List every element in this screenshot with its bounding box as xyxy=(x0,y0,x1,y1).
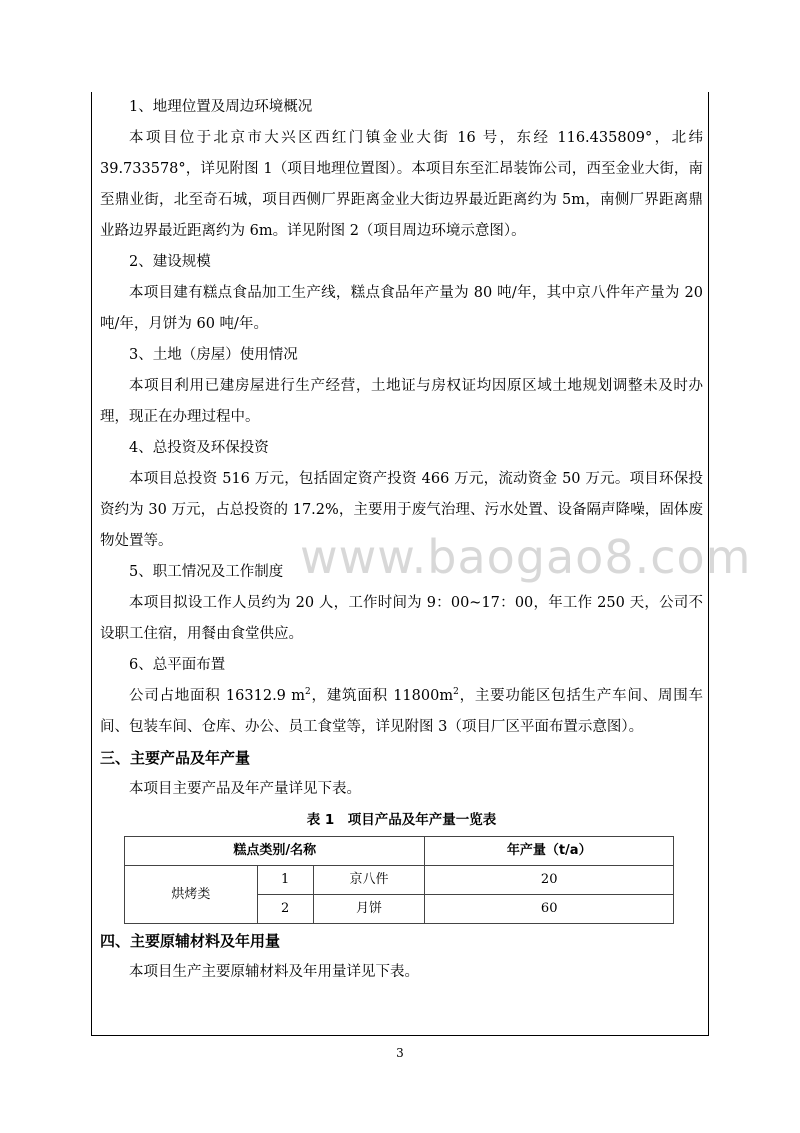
cell-no: 1 xyxy=(257,866,313,895)
header-output: 年产量（t/a） xyxy=(425,837,674,866)
cell-group: 烘烤类 xyxy=(125,866,258,924)
section-title-scale: 2、建设规模 xyxy=(129,254,211,270)
cell-name: 京八件 xyxy=(313,866,425,895)
layout-text-post: ，主要功能区包括生产车间、周围车间、包装车间、仓库、办公、员工食堂等，详见附图 3（项目厂区平面布置示意图）。 xyxy=(100,688,703,735)
table-caption: 表 1 项目产品及年产量一览表 xyxy=(306,812,497,828)
heading-materials: 四、主要原辅材料及年用量 xyxy=(100,932,281,950)
layout-text-mid: ，建筑面积 11800m xyxy=(310,688,454,704)
section-title-layout: 6、总平面布置 xyxy=(129,657,226,673)
table-header-row xyxy=(125,837,674,866)
section-body-investment: 本项目总投资 516 万元，包括固定资产投资 466 万元，流动资金 50 万元。项目环保投资约为 30 万元，占总投资的 17.2%，主要用于废气治理、污水处置、设备隔声降噪，固体废物处置等。 xyxy=(100,471,703,549)
section-body-land: 本项目利用已建房屋进行生产经营，土地证与房权证均因原区域土地规划调整未及时办理，现正在办理过程中。 xyxy=(100,378,703,425)
superscript: 2 xyxy=(305,687,311,698)
cell-output: 60 xyxy=(425,895,674,924)
section-body-layout xyxy=(100,681,703,743)
watermark: www.baogao8.com xyxy=(300,530,752,584)
products-intro: 本项目主要产品及年产量详见下表。 xyxy=(129,781,361,797)
section-title-investment: 4、总投资及环保投资 xyxy=(129,440,269,456)
materials-intro: 本项目生产主要原辅材料及年用量详见下表。 xyxy=(129,964,419,980)
header-category: 糕点类别/名称 xyxy=(125,837,425,866)
section-title-land: 3、土地（房屋）使用情况 xyxy=(129,347,298,363)
section-title-staff: 5、职工情况及工作制度 xyxy=(129,564,284,580)
section-title-location: 1、地理位置及周边环境概况 xyxy=(129,99,313,115)
cell-name: 月饼 xyxy=(313,895,425,924)
table-row xyxy=(125,866,674,895)
products-table xyxy=(124,836,674,924)
superscript: 2 xyxy=(453,687,459,698)
cell-output: 20 xyxy=(425,866,674,895)
section-body-location: 本项目位于北京市大兴区西红门镇金业大街 16 号，东经 116.435809°，北纬 39.733578°，详见附图 1（项目地理位置图）。本项目东至汇昂装饰公司，西至金业大街，南至鼎业街，北至奇石城，项目西侧厂界距离金业大街边界最近距离约为 5m，南侧厂界距离鼎业路边界最近距离约为 6m。详见附图 2（项目周边环境示意图）。 xyxy=(100,130,703,239)
page-number: 3 xyxy=(396,1046,404,1060)
section-body-scale: 本项目建有糕点食品加工生产线，糕点食品年产量为 80 吨/年，其中京八件年产量为 20 吨/年，月饼为 60 吨/年。 xyxy=(100,285,703,332)
cell-no: 2 xyxy=(257,895,313,924)
layout-text-pre: 公司占地面积 16312.9 m xyxy=(129,688,306,704)
section-body-staff: 本项目拟设工作人员约为 20 人，工作时间为 9：00~17：00，年工作 250 天，公司不设职工住宿，用餐由食堂供应。 xyxy=(100,595,703,642)
heading-products: 三、主要产品及年产量 xyxy=(100,749,251,767)
